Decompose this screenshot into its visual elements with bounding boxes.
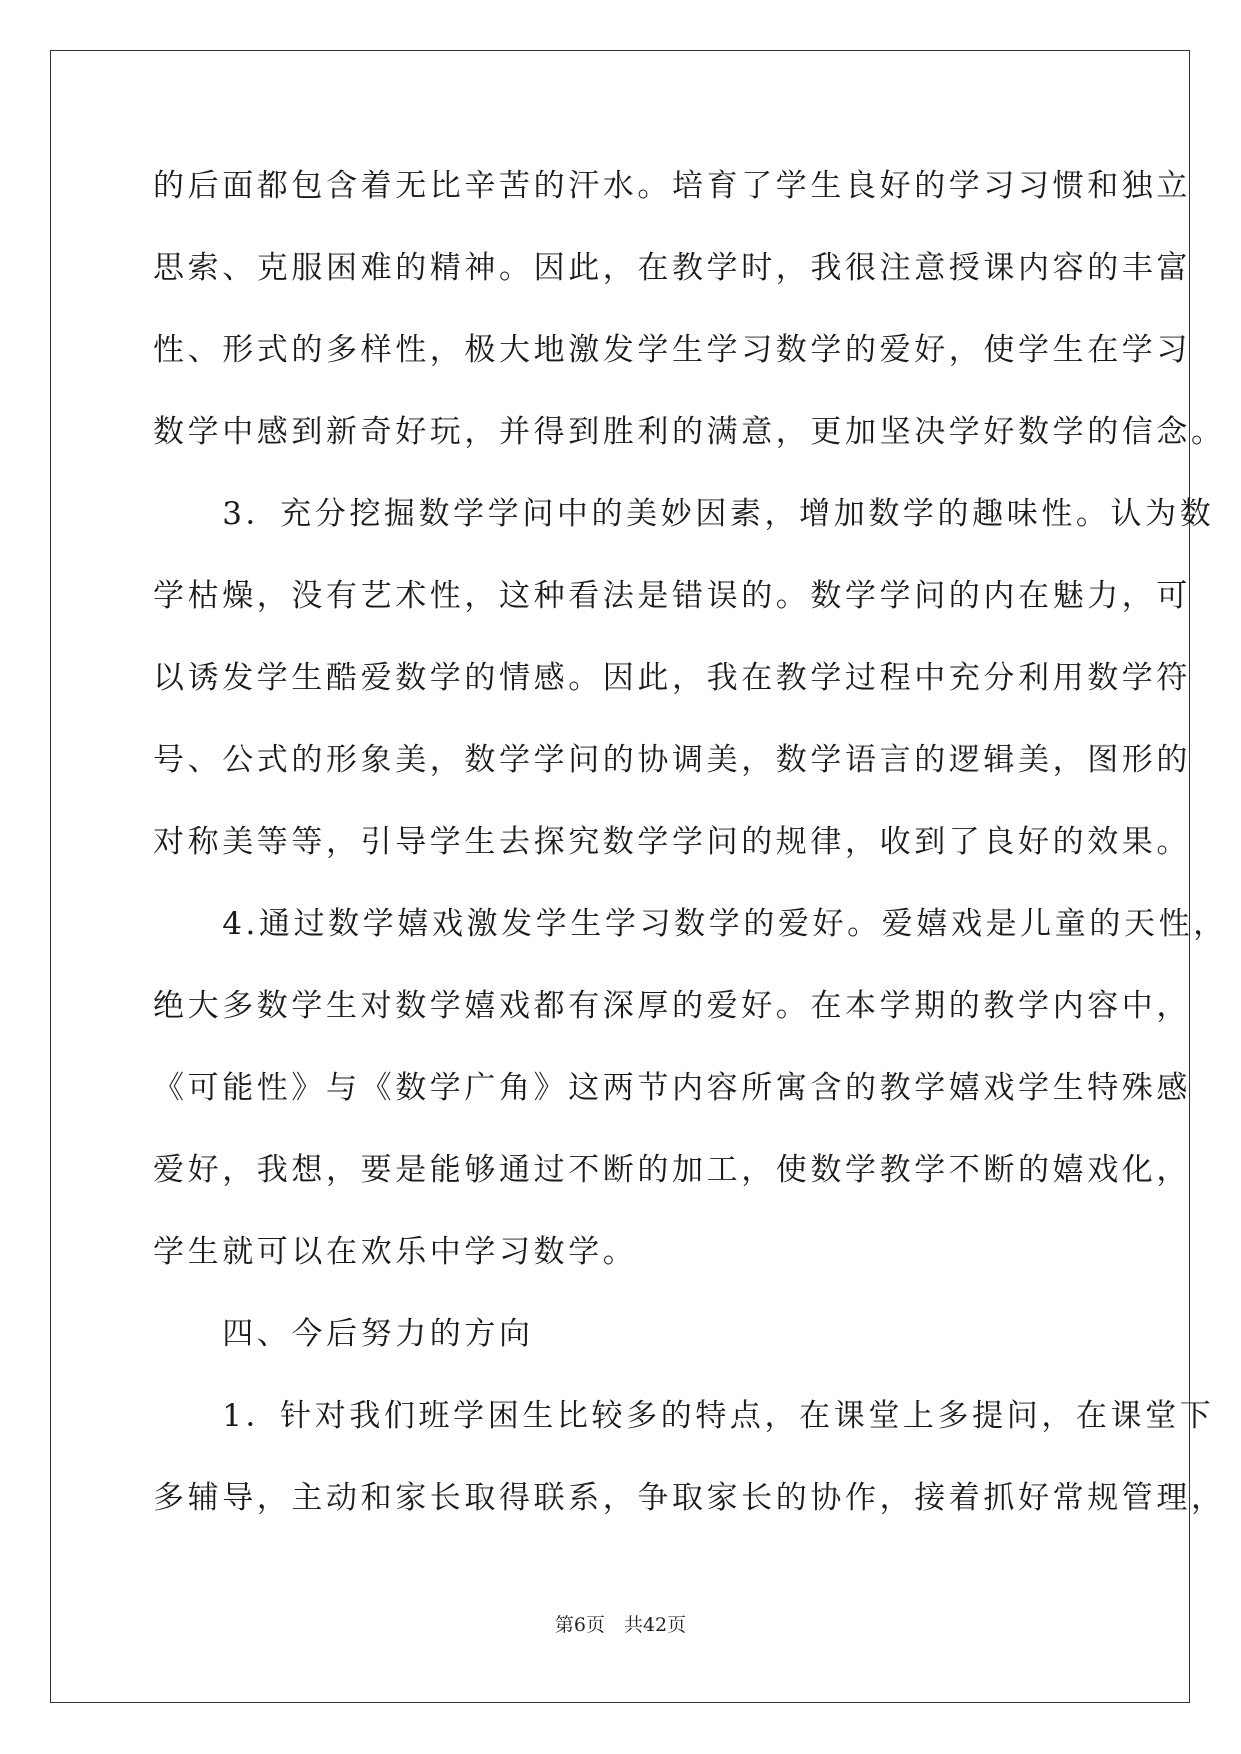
text-line: 数学中感到新奇好玩，并得到胜利的满意，更加坚决学好数学的信念。: [153, 414, 1226, 450]
text-line: 思索、克服困难的精神。因此，在教学时，我很注意授课内容的丰富: [153, 250, 1191, 286]
paragraph-4-start: 4.通过数学嬉戏激发学生学习数学的爱好。爱嬉戏是儿童的天性，: [153, 906, 1228, 942]
text-line: 多辅导，主动和家长取得联系，争取家长的协作，接着抓好常规管理，: [153, 1480, 1226, 1516]
paragraph-3-start: 3．充分挖掘数学学问中的美妙因素，增加数学的趣味性。认为数: [153, 496, 1215, 532]
text-line: 爱好，我想，要是能够通过不断的加工，使数学教学不断的嬉戏化，: [153, 1152, 1191, 1188]
text-line: 学枯燥，没有艺术性，这种看法是错误的。数学学问的内在魅力，可: [153, 578, 1191, 614]
text-line: 性、形式的多样性，极大地激发学生学习数学的爱好，使学生在学习: [153, 332, 1191, 368]
text-line: 《可能性》与《数学广角》这两节内容所寓含的教学嬉戏学生特殊感: [153, 1070, 1191, 1106]
page-number: 第6页 共42页: [554, 1614, 687, 1636]
text-line: 学生就可以在欢乐中学习数学。: [153, 1234, 638, 1270]
section-heading: 四、今后努力的方向: [153, 1316, 534, 1352]
text-line: 对称美等等，引导学生去探究数学学问的规律，收到了良好的效果。: [153, 824, 1191, 860]
document-body: [153, 158, 1228, 1552]
text-line: 以诱发学生酷爱数学的情感。因此，我在教学过程中充分利用数学符: [153, 660, 1191, 696]
text-line: 的后面都包含着无比辛苦的汗水。培育了学生良好的学习习惯和独立: [153, 168, 1191, 204]
paragraph-1-start: 1．针对我们班学困生比较多的特点，在课堂上多提问，在课堂下: [153, 1398, 1215, 1434]
text-line: 号、公式的形象美，数学学问的协调美，数学语言的逻辑美，图形的: [153, 742, 1191, 778]
text-line: 绝大多数学生对数学嬉戏都有深厚的爱好。在本学期的教学内容中，: [153, 988, 1191, 1024]
